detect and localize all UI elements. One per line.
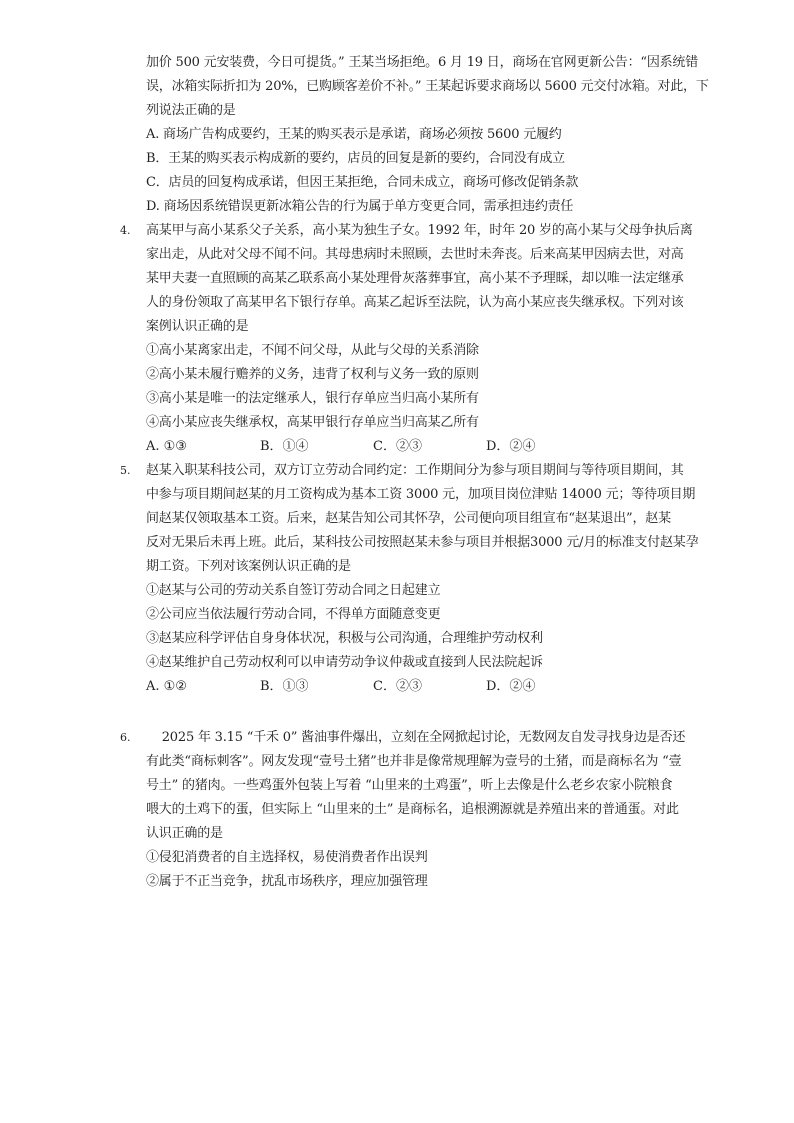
q4-choice-b: B．①④ (260, 439, 309, 454)
q4-statement-4: ④高小某应丧失继承权，高某甲银行存单应当归高某乙所有 (146, 415, 479, 430)
q5-stem-line: 期工资。下列对该案例认识正确的是 (146, 559, 351, 574)
q5-choice-c: C．②③ (373, 679, 422, 694)
q6-statement-1: ①侵犯消费者的自主选择权，易使消费者作出误判 (146, 850, 428, 865)
q5-statement-4: ④赵某维护自己劳动权利可以申请劳动争议仲裁或直接到人民法院起诉 (146, 655, 543, 670)
q5-statement-1: ①赵某与公司的劳动关系自签订劳动合同之日起建立 (146, 583, 441, 598)
q6-statement-2: ②属于不正当竞争，扰乱市场秩序，理应加强管理 (146, 874, 428, 889)
q4-statement-2: ②高小某未履行赡养的义务，违背了权利与义务一致的原则 (146, 367, 479, 382)
q4-stem-line: 案例认识正确的是 (146, 319, 249, 334)
q5-choice-b: B．①③ (260, 679, 309, 694)
q3-option-c: C．店员的回复构成承诺，但因王某拒绝，合同未成立，商场可修改促销条款 (146, 175, 579, 190)
q6-stem-line: 有此类“商标刺客”。网友发现“壹号土猪”也并非是像常规理解为壹号的土猪，而是商标名为 “壹 (146, 754, 682, 769)
q4-stem-line: 某甲夫妻一直照顾的高某乙联系高小某处理骨灰落葬事宜，高小某不予理睬，却以唯一法定继承 (146, 271, 684, 286)
q6-stem-line: 号土” 的猪肉。一些鸡蛋外包装上写着 “山里来的土鸡蛋”，听上去像是什么老乡农家小院粮食 (146, 778, 673, 793)
q4-statement-3: ③高小某是唯一的法定继承人，银行存单应当归高小某所有 (146, 391, 479, 406)
q5-statement-3: ③赵某应科学评估自身身体状况，积极与公司沟通，合理维护劳动权利 (146, 631, 543, 646)
q5-choice-d: D．②④ (486, 679, 536, 694)
q3-stem-line: 加价 500 元安装费，今日可提货。” 王某当场拒绝。6 月 19 日，商场在官网更新公告：“因系统错 (146, 55, 699, 70)
q3-stem-line: 误，冰箱实际折扣为 20%，已购顾客差价不补。” 王某起诉要求商场以 5600 元交付冰箱。对此，下 (146, 79, 709, 94)
q5-number: 5. (120, 464, 131, 477)
q5-stem-line: 赵某入职某科技公司，双方订立劳动合同约定：工作期间分为参与项目期间与等待项目期间，其 (146, 463, 684, 478)
q6-number: 6. (120, 731, 131, 744)
q6-stem-line: 喂大的土鸡下的蛋，但实际上 “山里来的土” 是商标名，追根溯源就是养殖出来的普通蛋。对此 (146, 802, 679, 817)
q4-stem-line: 高某甲与高小某系父子关系，高小某为独生子女。1992 年，时年 20 岁的高小某与父母争执后离 (146, 223, 693, 238)
q4-choice-c: C．②③ (373, 439, 422, 454)
q6-stem-line: 2025 年 3.15 “千禾 0” 酱油事件爆出，立刻在全网掀起讨论，无数网友自发寻找身边是否还 (146, 730, 686, 745)
q5-stem-line: 间赵某仅领取基本工资。后来，赵某告知公司其怀孕，公司便向项目组宣布“赵某退出”，赵某 (146, 511, 671, 526)
q5-statement-2: ②公司应当依法履行劳动合同，不得单方面随意变更 (146, 607, 441, 622)
q3-option-b: B．王某的购买表示构成新的要约，店员的回复是新的要约，合同没有成立 (146, 151, 565, 166)
q4-statement-1: ①高小某离家出走，不闻不问父母，从此与父母的关系消除 (146, 343, 479, 358)
q5-stem-line: 反对无果后未再上班。此后，某科技公司按照赵某未参与项目并根据3000 元/月的标准支付赵某孕 (146, 535, 699, 550)
q4-number: 4. (120, 224, 131, 237)
q3-option-d: D. 商场因系统错误更新冰箱公告的行为属于单方变更合同，需承担违约责任 (146, 199, 574, 214)
q5-stem-line: 中参与项目期间赵某的月工资构成为基本工资 3000 元，加项目岗位津贴 14000 元；等待项目期 (146, 487, 696, 502)
q4-choice-a: A. ①③ (146, 439, 187, 454)
q4-stem-line: 人的身份领取了高某甲名下银行存单。高某乙起诉至法院，认为高小某应丧失继承权。下列对该 (146, 295, 684, 310)
q5-choice-a: A. ①② (146, 679, 187, 694)
q6-stem-line: 认识正确的是 (146, 826, 223, 841)
q4-choice-d: D．②④ (486, 439, 536, 454)
q3-stem-line: 列说法正确的是 (146, 103, 236, 118)
q3-option-a: A. 商场广告构成要约，王某的购买表示是承诺，商场必须按 5600 元履约 (146, 127, 562, 142)
q4-stem-line: 家出走，从此对父母不闻不问。其母患病时未照顾，去世时未奔丧。后来高某甲因病去世，对高 (146, 247, 684, 262)
